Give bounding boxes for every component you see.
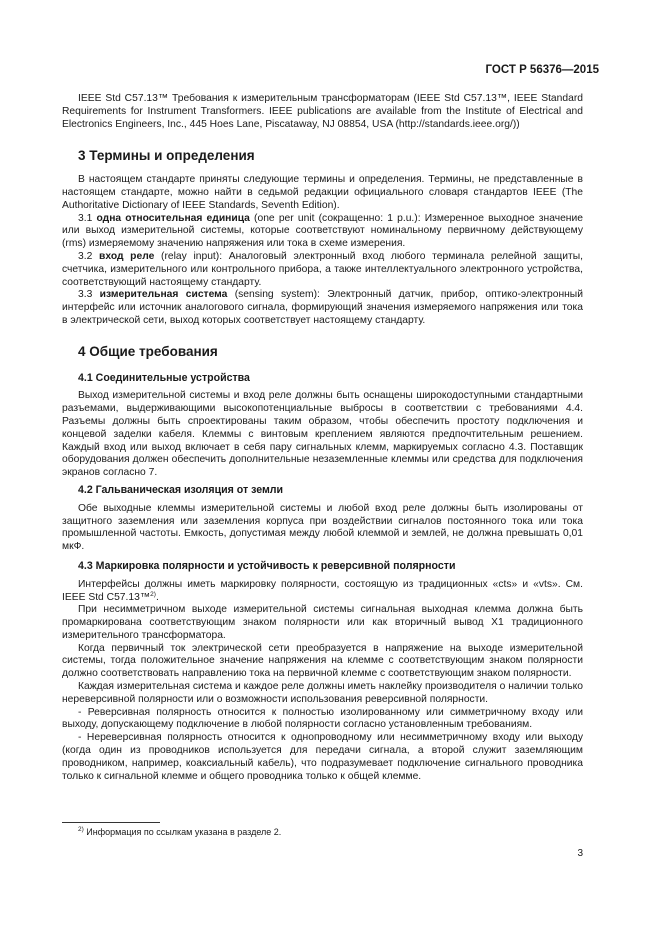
term-number: 3.3: [78, 289, 93, 301]
subsection-4-3-heading: 4.3 Маркировка полярности и устойчивость к реверсивной полярности: [78, 559, 456, 572]
polarity-text-end: .: [155, 591, 159, 603]
non-reversible-polarity-item: - Нереверсивная полярность относится к однопроводному или несимметричному входу или выходу (когда один из проводников используется для передачи сигнала, а второй служит заземляющим проводником, например, коаксиальный кабель), что подразумевает подключение сигнального проводника только к сигнальной клемме и общего проводника только к общей клемме.: [62, 732, 583, 782]
section-3-intro: В настоящем стандарте приняты следующие термины и определения. Термины, не представленные в настоящем стандарте, можно найти в седьмой редакции официального словаря стандартов IEEE (The Authoritative Dictionary of IEEE Standards, Seventh Edition).: [62, 174, 583, 211]
term-number: 3.2: [78, 250, 93, 262]
manufacturer-label-paragraph: Каждая измерительная система и каждое реле должны иметь наклейку производителя о наличии только нереверсивной полярности или о возможности использования реверсивной полярности.: [62, 681, 583, 705]
footnote-mark: 2): [78, 826, 84, 833]
polarity-text: Интерфейсы должны иметь маркировку полярности, состоящую из традиционных «cts» и «vts». См. IEEE Std C57.13™: [62, 578, 583, 603]
term-number: 3.1: [78, 212, 93, 224]
reversible-polarity-item: - Реверсивная полярность относится к полностью изолированному или симметричному входу или выходу, допускающему подключение в любой полярности согласно установленным требованиям.: [62, 706, 583, 731]
section-4-heading: 4 Общие требования: [78, 343, 218, 359]
footnote-divider: [62, 822, 160, 823]
term-3-1: [62, 213, 583, 251]
footnote: [78, 827, 281, 837]
standard-number: ГОСТ Р 56376—2015: [485, 64, 599, 76]
polarity-marking-paragraph: [62, 579, 583, 605]
subsection-4-2-heading: 4.2 Гальваническая изоляция от земли: [78, 483, 284, 496]
term-definition: (one per unit (сокращенно: 1 p.u.): Измеренное выходное значение или выход измерительной системы, которые соответствуют номинальному первичному действующему (rms) измеряемому значению напряжения или тока в схеме измерения.: [62, 212, 583, 250]
term-3-3: [62, 289, 583, 327]
ieee-reference: IEEE Std C57.13™ Требования к измерительным трансформаторам (IEEE Std C57.13™, IEEE Standard Requirements for Instrument Transformers. IEEE publications are available from the Institute of Electrical and Electronics Engineers, Inc., 445 Hoes Lane, Piscataway, NJ 08854, USA (http://standards.ieee.org/)): [62, 93, 583, 130]
page-number: 3: [577, 848, 583, 859]
term-name: вход реле: [99, 250, 155, 262]
subsection-4-1-text: Выход измерительной системы и вход реле должны быть оснащены широкодоступными стандартными разъемами, выдерживающими высокопотенциальные выбросы в соответствии с требованиями 4.4. Разъемы должны быть спроектированы таким образом, чтобы обеспечить простоту подключения и концевой заделки кабеля. Клеммы с винтовым креплением являются предпочтительным решением. Каждый вход или выход включает в себя пару сигнальных клемм, маркируемых согласно 4.3. Поставщик оборудования должен обеспечить дополнительные незаземленные клеммы или средства для подключения экранов согласно 7.: [62, 390, 583, 479]
term-name: одна относительная единица: [96, 212, 250, 224]
subsection-4-1-heading: 4.1 Соединительные устройства: [78, 371, 250, 384]
term-name: измерительная система: [99, 289, 228, 301]
term-3-2: [62, 251, 583, 289]
document-body: [62, 93, 583, 783]
asymmetric-output-paragraph: При несимметричном выходе измерительной системы сигнальная выходная клемма должна быть промаркирована соответствующим знаком полярности или как вторичный вывод X1 традиционного измерительного трансформатора.: [62, 604, 583, 641]
term-definition: (relay input): Аналоговый электронный вход любого терминала релейной защиты, счетчика, измерительного или контрольного прибора, а также интеллектуального электронного устройства, соответствующий настоящему стандарту.: [62, 250, 583, 288]
term-definition: (sensing system): Электронный датчик, прибор, оптико-электронный интерфейс или источник аналогового сигнала, формирующий значения измеряемого напряжения или тока в электрической сети, выход которых соответствует настоящему стандарту.: [62, 289, 583, 326]
footnote-ref: 2): [150, 590, 156, 598]
primary-current-paragraph: Когда первичный ток электрической сети преобразуется в напряжение на выходе измерительной системы, тогда положительное значение напряжения на клемме с соответствующим знаком полярности должно соответствовать направлению тока на первичной клемме с соответствующим знаком полярности.: [62, 642, 583, 680]
section-3-heading: 3 Термины и определения: [78, 148, 255, 164]
footnote-text: Информация по ссылкам указана в разделе 2.: [83, 827, 282, 837]
subsection-4-2-text: Обе выходные клеммы измерительной системы и любой вход реле должны быть изолированы от защитного заземления или заземления корпуса при воздействии сигналов постоянного тока или тока промышленной частоты. Емкость, допустимая между любой клеммой и землей, не должна превышать 0,01 мкФ.: [62, 502, 583, 553]
